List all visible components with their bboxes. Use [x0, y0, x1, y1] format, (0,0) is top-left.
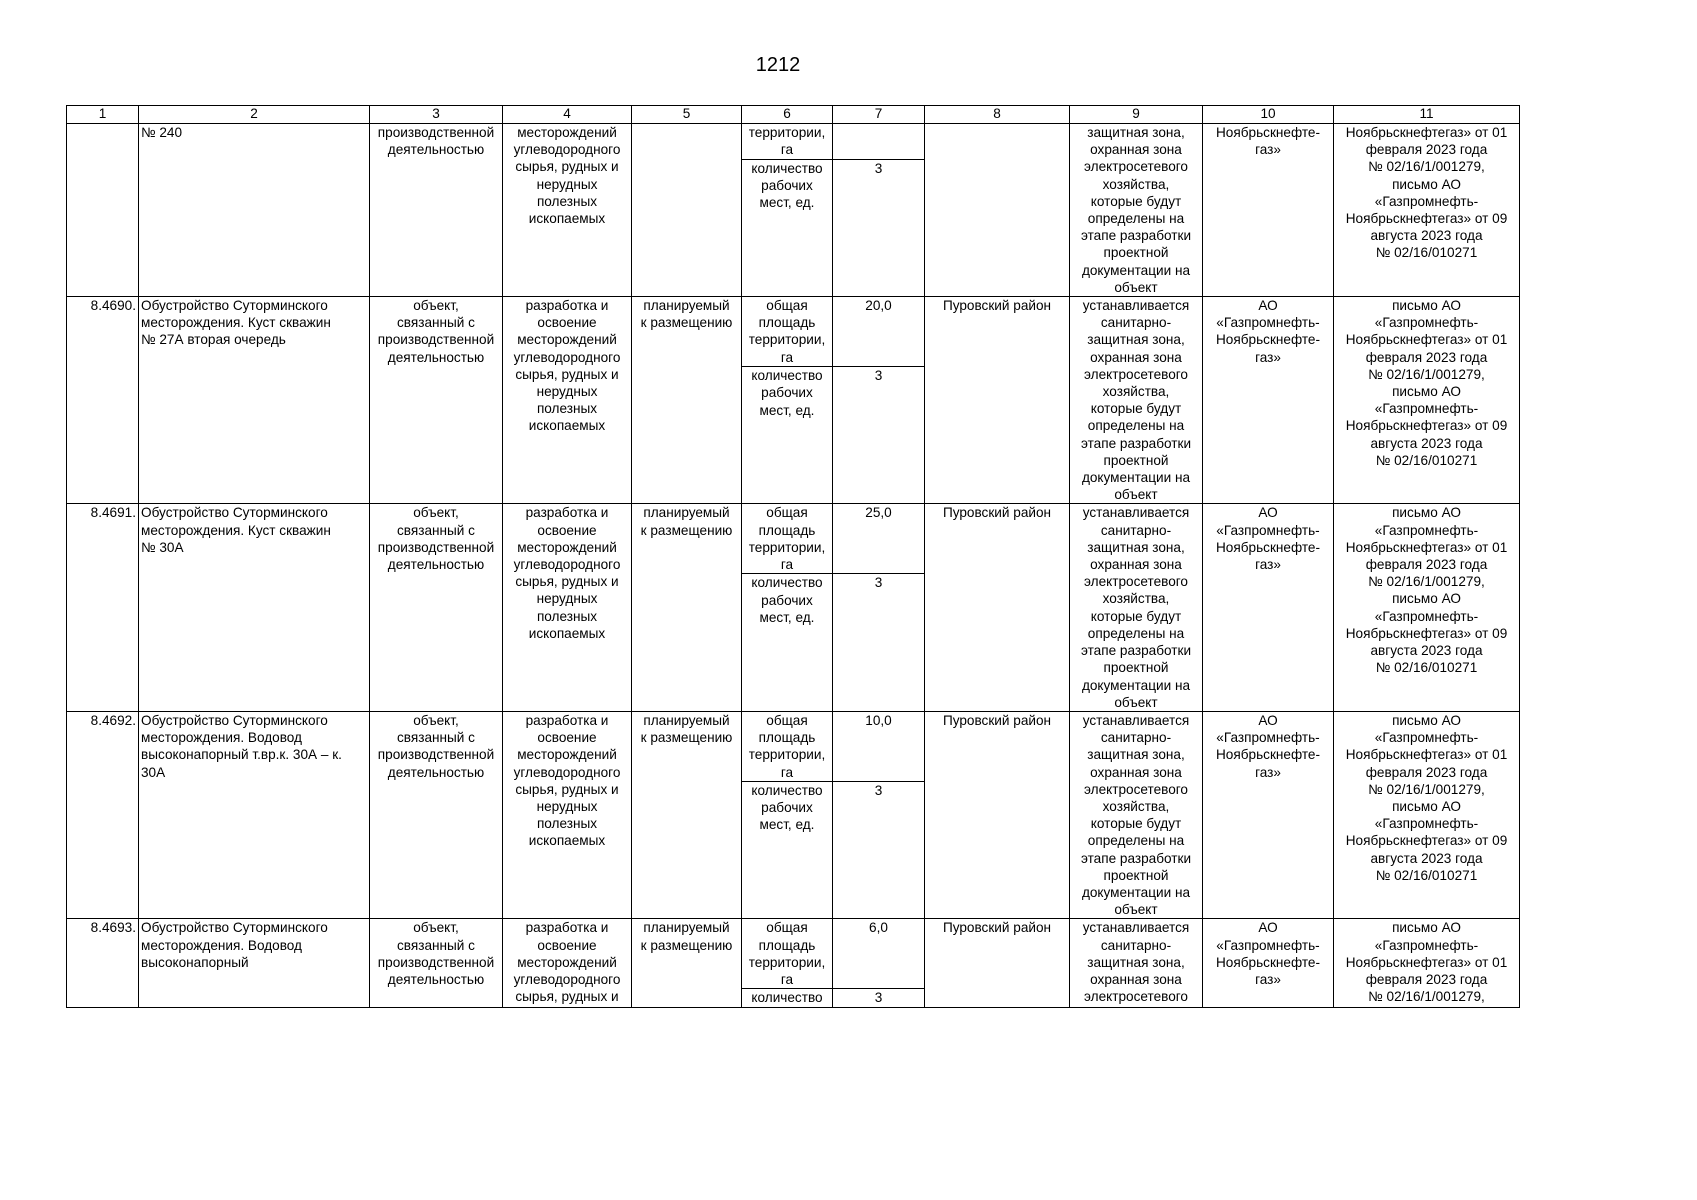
object-name-cell: Обустройство Суторминского месторождения. Водовод высоконапорный	[139, 919, 370, 1007]
location-cell: Пуровский район	[925, 919, 1070, 1007]
documents-cell: письмо АО «Газпромнефть- Ноябрьскнефтегаз» от 01 февраля 2023 года № 02/16/1/001279, письмо АО «Газпромнефть- Ноябрьскнефтегаз» от 09 августа 2023 года № 02/16/010271	[1334, 504, 1520, 711]
location-cell: Пуровский район	[925, 504, 1070, 711]
significance-cell: объект, связанный с производственной деятельностью	[370, 297, 503, 504]
purpose-cell: разработка и освоение месторождений углеводородного сырья, рудных и нерудных полезных ископаемых	[503, 297, 632, 504]
location-cell	[925, 124, 1070, 297]
purpose-cell: разработка и освоение месторождений углеводородного сырья, рудных и	[503, 919, 632, 1007]
organization-cell: АО «Газпромнефть- Ноябрьскнефте- газ»	[1203, 711, 1334, 918]
table-row	[67, 919, 1520, 989]
page-number: 1212	[755, 54, 801, 76]
zones-cell: защитная зона, охранная зона электросетевого хозяйства, которые будут определены на этапе разработки проектной документации на объект	[1070, 124, 1203, 297]
value-jobs-cell: 3	[833, 367, 925, 504]
column-number: 10	[1203, 106, 1334, 124]
table-row	[67, 504, 1520, 574]
column-number: 8	[925, 106, 1070, 124]
documents-cell: письмо АО «Газпромнефть- Ноябрьскнефтегаз» от 01 февраля 2023 года № 02/16/1/001279,	[1334, 919, 1520, 1007]
value-jobs-cell: 3	[833, 159, 925, 296]
organization-cell: АО «Газпромнефть- Ноябрьскнефте- газ»	[1203, 919, 1334, 1007]
value-area-cell: 25,0	[833, 504, 925, 574]
documents-cell: письмо АО «Газпромнефть- Ноябрьскнефтегаз» от 01 февраля 2023 года № 02/16/1/001279, письмо АО «Газпромнефть- Ноябрьскнефтегаз» от 09 августа 2023 года № 02/16/010271	[1334, 711, 1520, 918]
column-number: 7	[833, 106, 925, 124]
significance-cell: производственной деятельностью	[370, 124, 503, 297]
zones-cell: устанавливается санитарно- защитная зона, охранная зона электросетевого	[1070, 919, 1203, 1007]
significance-cell: объект, связанный с производственной деятельностью	[370, 711, 503, 918]
column-number: 11	[1334, 106, 1520, 124]
column-number: 4	[503, 106, 632, 124]
location-cell: Пуровский район	[925, 711, 1070, 918]
object-name-cell: Обустройство Суторминского месторождения. Водовод высоконапорный т.вр.к. 30А – к. 30А	[139, 711, 370, 918]
parameter-jobs-cell: количество рабочих мест, ед.	[742, 781, 833, 918]
significance-cell: объект, связанный с производственной деятельностью	[370, 504, 503, 711]
register-table	[66, 105, 1520, 1008]
value-jobs-cell: 3	[833, 574, 925, 711]
object-number-cell: 8.4691.	[67, 504, 139, 711]
column-number: 3	[370, 106, 503, 124]
purpose-cell: разработка и освоение месторождений углеводородного сырья, рудных и нерудных полезных ископаемых	[503, 504, 632, 711]
parameter-jobs-cell: количество рабочих мест, ед.	[742, 574, 833, 711]
zones-cell: устанавливается санитарно- защитная зона, охранная зона электросетевого хозяйства, которые будут определены на этапе разработки проектной документации на объект	[1070, 297, 1203, 504]
status-cell	[632, 124, 742, 297]
organization-cell: АО «Газпромнефть- Ноябрьскнефте- газ»	[1203, 297, 1334, 504]
documents-cell: Ноябрьскнефтегаз» от 01 февраля 2023 года № 02/16/1/001279, письмо АО «Газпромнефть- Ноябрьскнефтегаз» от 09 августа 2023 года № 02/16/010271	[1334, 124, 1520, 297]
parameter-jobs-cell: количество рабочих мест, ед.	[742, 367, 833, 504]
parameter-area-cell: общая площадь территории, га	[742, 297, 833, 367]
object-name-cell: № 240	[139, 124, 370, 297]
object-number-cell: 8.4693.	[67, 919, 139, 1007]
column-number: 9	[1070, 106, 1203, 124]
value-area-cell	[833, 124, 925, 160]
location-cell: Пуровский район	[925, 297, 1070, 504]
organization-cell: Ноябрьскнефте- газ»	[1203, 124, 1334, 297]
parameter-area-cell: территории, га	[742, 124, 833, 160]
column-number: 5	[632, 106, 742, 124]
object-number-cell: 8.4692.	[67, 711, 139, 918]
zones-cell: устанавливается санитарно- защитная зона, охранная зона электросетевого хозяйства, которые будут определены на этапе разработки проектной документации на объект	[1070, 504, 1203, 711]
value-jobs-cell: 3	[833, 989, 925, 1007]
value-area-cell: 20,0	[833, 297, 925, 367]
object-name-cell: Обустройство Суторминского месторождения. Куст скважин № 27А вторая очередь	[139, 297, 370, 504]
parameter-area-cell: общая площадь территории, га	[742, 504, 833, 574]
parameter-jobs-cell: количество	[742, 989, 833, 1007]
column-numbers-row	[67, 106, 1520, 124]
value-area-cell: 6,0	[833, 919, 925, 989]
column-number: 6	[742, 106, 833, 124]
table-row-continuation	[67, 124, 1520, 160]
column-number: 1	[67, 106, 139, 124]
object-number-cell	[67, 124, 139, 297]
value-jobs-cell: 3	[833, 781, 925, 918]
status-cell: планируемый к размещению	[632, 711, 742, 918]
parameter-jobs-cell: количество рабочих мест, ед.	[742, 159, 833, 296]
value-area-cell: 10,0	[833, 711, 925, 781]
organization-cell: АО «Газпромнефть- Ноябрьскнефте- газ»	[1203, 504, 1334, 711]
status-cell: планируемый к размещению	[632, 504, 742, 711]
table-row	[67, 711, 1520, 781]
object-name-cell: Обустройство Суторминского месторождения. Куст скважин № 30А	[139, 504, 370, 711]
column-number: 2	[139, 106, 370, 124]
object-number-cell: 8.4690.	[67, 297, 139, 504]
significance-cell: объект, связанный с производственной деятельностью	[370, 919, 503, 1007]
zones-cell: устанавливается санитарно- защитная зона, охранная зона электросетевого хозяйства, которые будут определены на этапе разработки проектной документации на объект	[1070, 711, 1203, 918]
parameter-area-cell: общая площадь территории, га	[742, 711, 833, 781]
status-cell: планируемый к размещению	[632, 919, 742, 1007]
documents-cell: письмо АО «Газпромнефть- Ноябрьскнефтегаз» от 01 февраля 2023 года № 02/16/1/001279, письмо АО «Газпромнефть- Ноябрьскнефтегаз» от 09 августа 2023 года № 02/16/010271	[1334, 297, 1520, 504]
status-cell: планируемый к размещению	[632, 297, 742, 504]
table-row	[67, 297, 1520, 367]
purpose-cell: месторождений углеводородного сырья, рудных и нерудных полезных ископаемых	[503, 124, 632, 297]
parameter-area-cell: общая площадь территории, га	[742, 919, 833, 989]
purpose-cell: разработка и освоение месторождений углеводородного сырья, рудных и нерудных полезных ископаемых	[503, 711, 632, 918]
